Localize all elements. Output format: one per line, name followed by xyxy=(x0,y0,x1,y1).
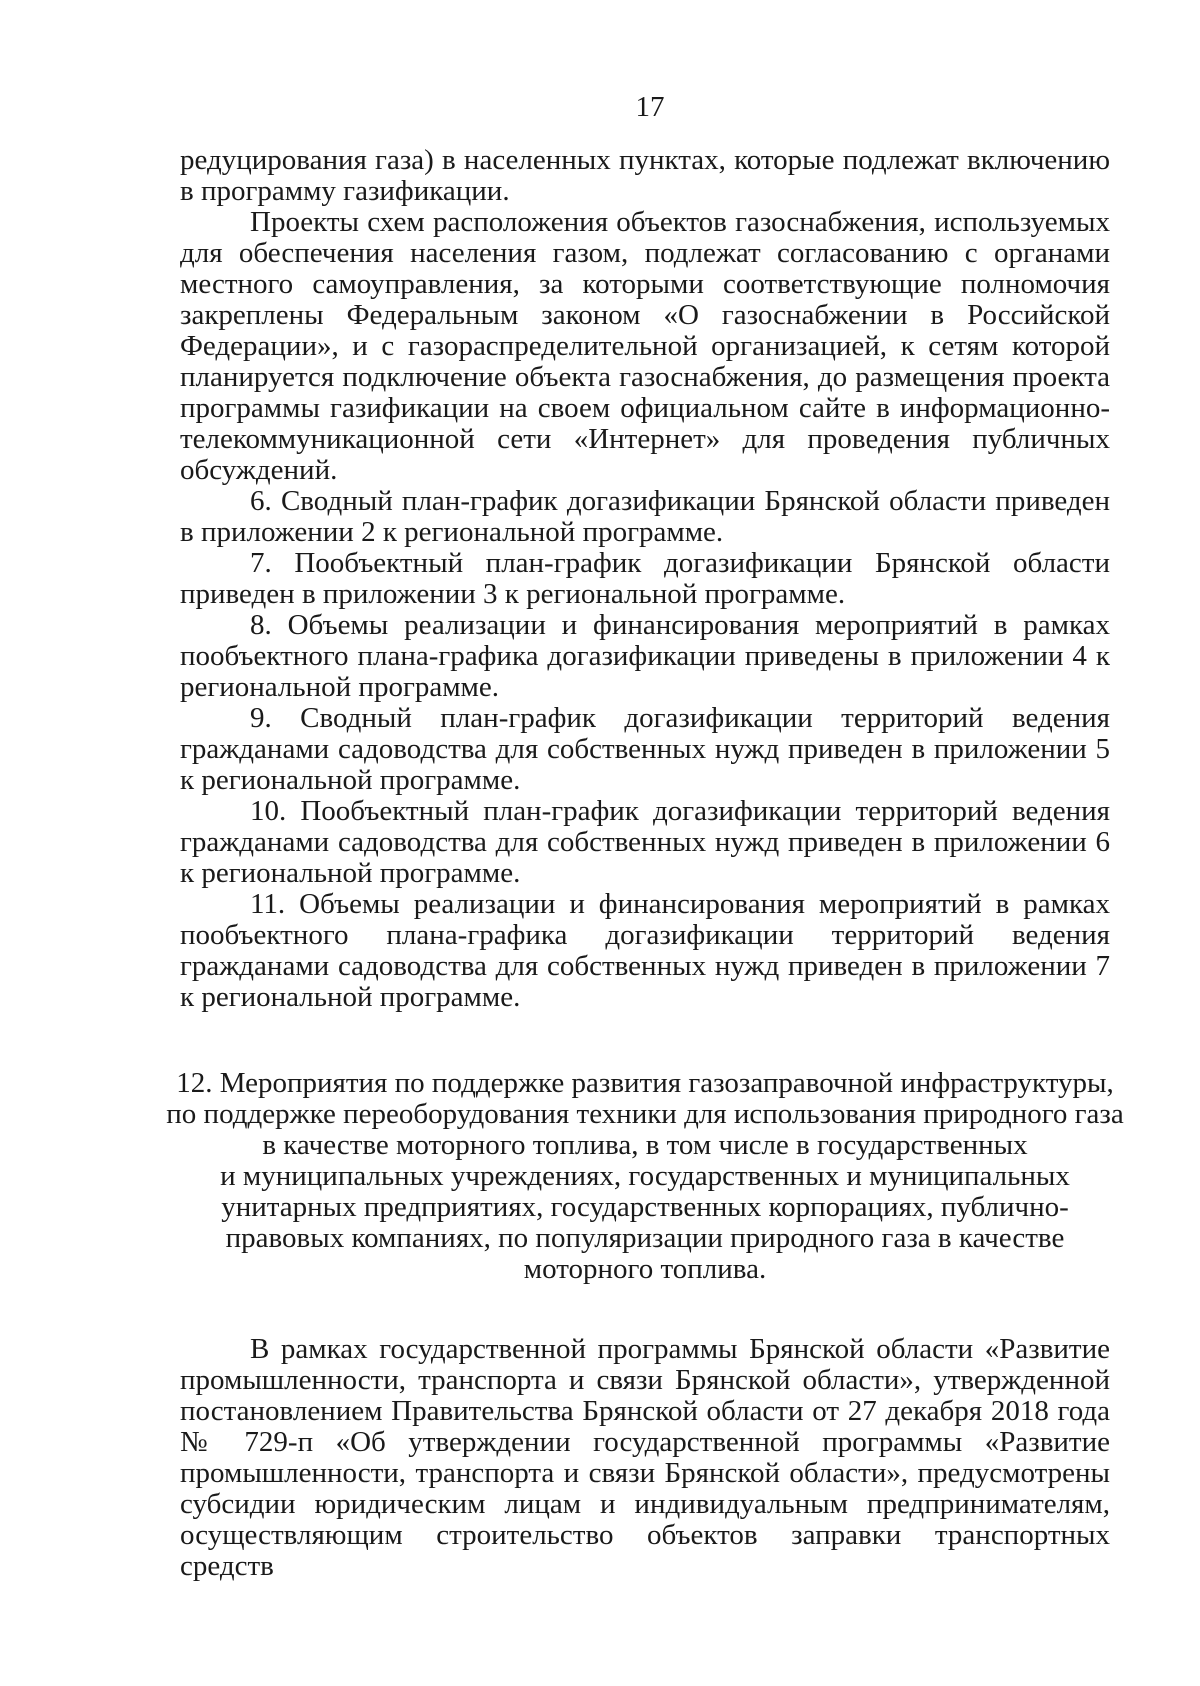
paragraph-item-6: 6. Сводный план-график догазификации Брянской области приведен в приложении 2 к региональной программе. xyxy=(180,485,1110,548)
section-heading-line: 12. Мероприятия по поддержке развития газозаправочной инфраструктуры, xyxy=(176,1067,1114,1099)
section-heading-12 xyxy=(160,1068,1130,1285)
section-heading-line: моторного топлива. xyxy=(523,1253,767,1285)
paragraph-item-11: 11. Объемы реализации и финансирования мероприятий в рамках пообъектного плана-графика догазификации территорий ведения гражданами садоводства для собственных нужд приведен в приложении 7 к региональной программе. xyxy=(180,888,1110,1013)
paragraph-continuation: редуцирования газа) в населенных пунктах, которые подлежат включению в программу газификации. xyxy=(180,144,1110,207)
paragraph-item-9: 9. Сводный план-график догазификации территорий ведения гражданами садоводства для собственных нужд приведен в приложении 5 к региональной программе. xyxy=(180,702,1110,796)
section-heading-line: по поддержке переоборудования техники для использования природного газа xyxy=(166,1098,1124,1130)
section-body xyxy=(180,1334,1110,1582)
paragraph-state-program: В рамках государственной программы Брянской области «Развитие промышленности, транспорта и связи Брянской области», утвержденной постановлением Правительства Брянской области от 27 декабря 2018 года № 729-п «Об утверждении государственной программы «Развитие промышленности, транспорта и связи Брянской области», предусмотрены субсидии юридическим лицам и индивидуальным предпринимателям, осуществляющим строительство объектов заправки транспортных средств xyxy=(180,1333,1110,1582)
section-heading-line: и муниципальных учреждениях, государственных и муниципальных xyxy=(220,1160,1070,1192)
paragraph-item-10: 10. Пообъектный план-график догазификации территорий ведения гражданами садоводства для собственных нужд приведен в приложении 6 к региональной программе. xyxy=(180,795,1110,889)
document-body xyxy=(180,145,1110,1013)
section-heading-line: унитарных предприятиях, государственных корпорациях, публично- xyxy=(221,1191,1069,1223)
paragraph-item-7: 7. Пообъектный план-график догазификации Брянской области приведен в приложении 3 к региональной программе. xyxy=(180,547,1110,610)
section-heading-line: в качестве моторного топлива, в том числе в государственных xyxy=(262,1129,1028,1161)
page-number: 17 xyxy=(635,91,665,123)
paragraph-item-8: 8. Объемы реализации и финансирования мероприятий в рамках пообъектного плана-графика догазификации приведены в приложении 4 к региональной программе. xyxy=(180,609,1110,703)
section-heading-line: правовых компаниях, по популяризации природного газа в качестве xyxy=(225,1222,1065,1254)
paragraph-gas-scheme-projects: Проекты схем расположения объектов газоснабжения, используемых для обеспечения населения газом, подлежат согласованию с органами местного самоуправления, за которыми соответствующие полномочия закреплены Федеральным законом «О газоснабжении в Российской Федерации», и с газораспределительной организацией, к сетям которой планируется подключение объекта газоснабжения, до размещения проекта программы газификации на своем официальном сайте в информационно-телекоммуникационной сети «Интернет» для проведения публичных обсуждений. xyxy=(180,206,1110,486)
